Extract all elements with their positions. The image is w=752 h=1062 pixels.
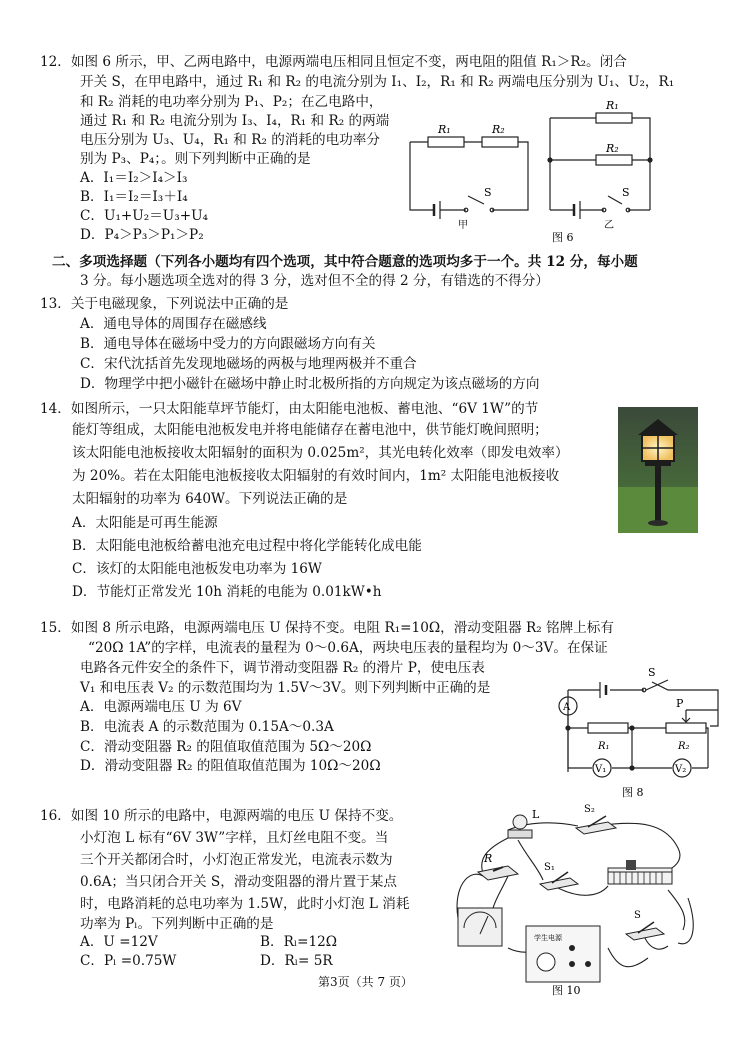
slide-rheostat-icon	[608, 860, 672, 884]
q14-line-3: 该太阳能电池板接收太阳辐射的面积为 0.025m²，其光电转化效率（即发电效率）	[72, 445, 569, 461]
fig8-ammeter-label: A	[563, 702, 571, 713]
q14-line-5: 太阳辐射的功率为 640W。下列说法正确的是	[72, 491, 348, 507]
fig6-s-label-yi: S	[622, 186, 630, 199]
bulb-icon	[508, 815, 532, 838]
resistor-r-icon	[478, 866, 518, 880]
q12-line-3: 和 R₂ 消耗的电功率分别为 P₁、P₂；在乙电路中，	[80, 94, 383, 110]
q15-line-3: 电路各元件安全的条件下，调节滑动变阻器 R₂ 的滑片 P，使电压表	[80, 660, 485, 676]
fig10-supply-label: 学生电源	[534, 934, 562, 942]
q13-option-a: A．通电导体的周围存在磁感线	[80, 316, 267, 332]
q14-line-1: 14．如图所示，一只太阳能草坪节能灯，由太阳能电池板、蓄电池、“6V 1W”的节	[40, 401, 539, 417]
q13-stem: 13．关于电磁现象，下列说法中正确的是	[40, 296, 289, 312]
fig8-r1-label: R₁	[598, 741, 610, 752]
q15-line-2: “20Ω 1A”的字样，电流表的量程为 0～0.6A，两块电压表的量程均为 0～3V。在保证	[88, 640, 608, 656]
fig8-p-label: P	[676, 697, 684, 710]
figure-8-circuit	[548, 660, 728, 800]
q14-line-4: 为 20%。若在太阳能电池板接收太阳辐射的有效时间内，1m² 太阳能电池板接收	[72, 468, 560, 484]
ammeter-icon	[458, 908, 502, 946]
q14-option-c: C．该灯的太阳能电池板发电功率为 16W	[72, 561, 322, 577]
q12-line-4: 通过 R₁ 和 R₂ 电流分别为 I₃、I₄，R₁ 和 R₂ 的两端	[80, 113, 390, 129]
q15-line-1: 15．如图 8 所示电路，电源两端电压 U 保持不变。电阻 R₁=10Ω，滑动变阻器 R₂ 铭牌上标有	[40, 620, 614, 636]
fig6-s-label-jia: S	[484, 186, 492, 199]
section-2-line-2: 3 分。每小题选项全选对的得 3 分，选对但不全的得 2 分，有错选的不得分）	[80, 273, 549, 289]
fig8-caption: 图 8	[622, 786, 644, 799]
q16-line-2: 小灯泡 L 标有“6V 3W”字样，且灯丝电阻不变。当	[80, 830, 389, 846]
fig10-s-label: S	[634, 910, 641, 921]
q15-option-d: D．滑动变阻器 R₂ 的阻值取值范围为 10Ω～20Ω	[80, 758, 381, 774]
q12-option-c: C．U₁+U₂＝U₃+U₄	[80, 208, 208, 224]
fig8-s-label: S	[648, 666, 656, 679]
q16-option-d: D．Rₗ= 5R	[260, 953, 333, 969]
q16-line-4: 0.6A；当只闭合开关 S，滑动变阻器的滑片置于某点	[80, 874, 397, 890]
q16-line-1: 16．如图 10 所示的电路中，电源两端的电压 U 保持不变。	[40, 808, 403, 824]
fig6-yi-label: 乙	[604, 220, 614, 231]
q15-line-4: V₁ 和电压表 V₂ 的示数范围均为 1.5V～3V。则下列判断中正确的是	[80, 680, 491, 696]
q14-line-2: 能灯等组成，太阳能电池板发电并将电能储存在蓄电池中，供节能灯晚间照明；	[72, 422, 548, 438]
q12-line-2: 开关 S，在甲电路中，通过 R₁ 和 R₂ 的电流分别为 I₁、I₂，R₁ 和 R₂ 两端电压分别为 U₁、U₂，R₁	[80, 74, 675, 90]
q16-line-3: 三个开关都闭合时，小灯泡正常发光，电流表示数为	[80, 852, 393, 868]
q16-option-a: A．U =12V	[80, 934, 158, 950]
fig10-l-label: L	[532, 808, 540, 821]
fig8-r2-label: R₂	[678, 741, 690, 752]
figure-6-circuits	[400, 100, 660, 250]
fig10-r-label: R	[484, 852, 493, 865]
figure-10-physical-circuit	[448, 798, 708, 998]
page-footer: 第3页（共 7 页）	[318, 975, 413, 989]
fig10-s1-label: S₁	[544, 862, 555, 873]
q16-option-c: C．Pₗ =0.75W	[80, 953, 177, 969]
q16-line-6: 功率为 Pₗ。下列判断中正确的是	[80, 916, 274, 932]
q13-option-c: C．宋代沈括首先发现地磁场的两极与地理两极并不重合	[80, 356, 417, 372]
fig6-r2-label-yi: R₂	[606, 142, 619, 155]
q14-option-b: B．太阳能电池板给蓄电池充电过程中将化学能转化成电能	[72, 538, 422, 554]
fig10-s2-label: S₂	[584, 804, 595, 815]
solar-lamp-photo	[618, 407, 698, 533]
q15-option-b: B．电流表 A 的示数范围为 0.15A～0.3A	[80, 719, 334, 735]
switch-s2-icon	[576, 816, 616, 834]
q12-line-1: 12．如图 6 所示，甲、乙两电路中，电源两端电压相同且恒定不变，两电阻的阻值 R₁＞R₂。闭合	[40, 54, 627, 70]
q12-option-a: A．I₁＝I₂＞I₄＞I₃	[80, 170, 188, 186]
fig6-caption: 图 6	[552, 231, 574, 244]
fig10-caption: 图 10	[552, 984, 581, 997]
q15-option-c: C．滑动变阻器 R₂ 的阻值取值范围为 5Ω～20Ω	[80, 739, 372, 755]
q13-option-d: D．物理学中把小磁针在磁场中静止时北极所指的方向规定为该点磁场的方向	[80, 376, 540, 392]
q16-line-5: 时，电路消耗的总电功率为 1.5W，此时小灯泡 L 消耗	[80, 896, 410, 912]
fig6-r1-label: R₁	[438, 123, 451, 136]
fig6-r2-label: R₂	[492, 123, 505, 136]
switch-s-icon	[626, 922, 664, 940]
q16-option-b: B．Rₗ=12Ω	[260, 934, 338, 950]
fig8-v1-label: V₁	[595, 764, 607, 775]
q14-option-d: D．节能灯正常发光 10h 消耗的电能为 0.01kW•h	[72, 584, 382, 600]
q12-option-b: B．I₁＝I₂＝I₃＋I₄	[80, 189, 188, 205]
fig6-r1-label-yi: R₁	[606, 100, 619, 112]
q12-option-d: D．P₄＞P₃＞P₁＞P₂	[80, 227, 204, 243]
q12-line-6: 别为 P₃、P₄；。则下列判断中正确的是	[80, 151, 311, 167]
section-2-line-1: 二、多项选择题（下列各小题均有四个选项，其中符合题意的选项均多于一个。共 12 分，每小题	[52, 254, 638, 270]
q13-option-b: B．通电导体在磁场中受力的方向跟磁场方向有关	[80, 336, 376, 352]
q14-option-a: A．太阳能是可再生能源	[72, 515, 218, 531]
q12-line-5: 电压分别为 U₃、U₄，R₁ 和 R₂ 的消耗的电功率分	[80, 132, 380, 148]
q15-option-a: A．电源两端电压 U 为 6V	[80, 699, 242, 715]
fig8-v2-label: V₂	[675, 764, 687, 775]
fig6-jia-label: 甲	[458, 220, 468, 231]
switch-s1-icon	[540, 872, 578, 890]
